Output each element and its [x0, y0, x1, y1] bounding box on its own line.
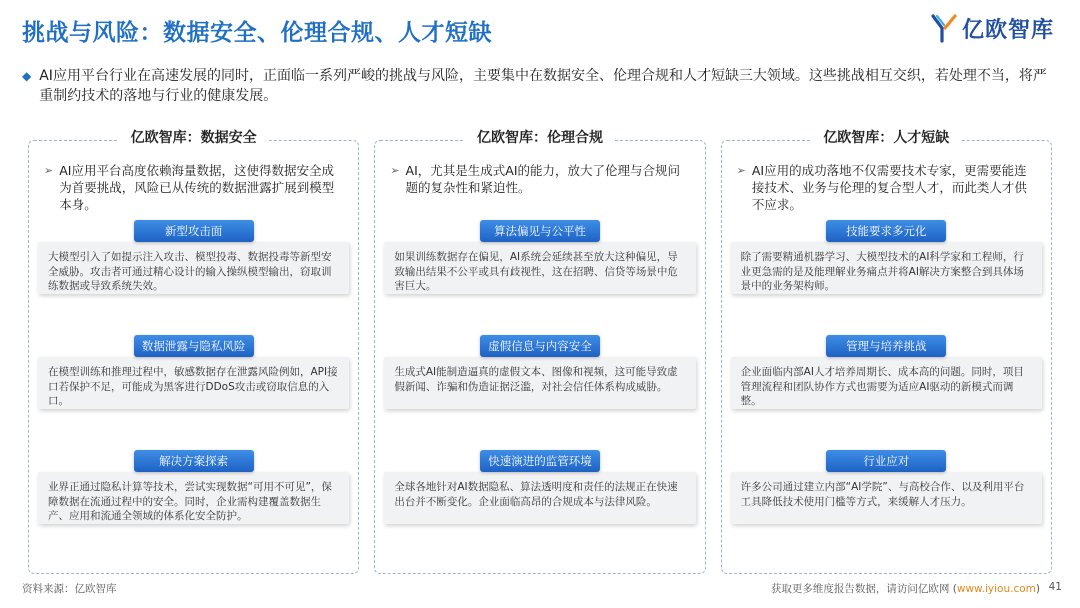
column-talent-shortage: [721, 124, 1052, 574]
section-skill-diversification: [731, 220, 1042, 332]
logo-mark-icon: [930, 12, 958, 44]
section-regulatory-environment: [384, 450, 695, 562]
section-label: 解决方案探索: [134, 450, 254, 472]
section-text: 除了需要精通机器学习、大模型技术的AI科学家和工程师，行业更急需的是及能理解业务痛点并将AI解决方案整合到具体场景中的业务架构师。: [731, 242, 1042, 294]
footer-more-info: [771, 581, 1040, 596]
section-text: 全球各地针对AI数据隐私、算法透明度和责任的法规正在快速出台并不断变化。企业面临高昂的合规成本与法律风险。: [384, 472, 695, 524]
section-label: 新型攻击面: [134, 220, 254, 242]
section-industry-response: [731, 450, 1042, 562]
arrow-right-icon: ➢: [390, 164, 400, 177]
section-text: 企业面临内部AI人才培养周期长、成本高的问题。同时，项目管理流程和团队协作方式也需要为适应AI驱动的新模式而调整。: [731, 357, 1042, 409]
section-management-training: [731, 335, 1042, 447]
section-misinformation: [384, 335, 695, 447]
page-title: 挑战与风险：数据安全、伦理合规、人才短缺: [22, 20, 492, 46]
section-text: 大模型引入了如提示注入攻击、模型投毒、数据投毒等新型安全威胁。攻击者可通过精心设计的输入操纵模型输出，窃取训练数据或导致系统失效。: [38, 242, 349, 294]
section-data-leak-privacy: [38, 335, 349, 447]
section-label: 技能要求多元化: [826, 220, 946, 242]
section-label: 算法偏见与公平性: [480, 220, 600, 242]
section-text: 业界正通过隐私计算等技术，尝试实现数据“可用不可见”，保障数据在流通过程中的安全。同时，企业需构建覆盖数据生产、应用和流通全领域的体系化安全防护。: [38, 472, 349, 524]
section-algorithm-bias: [384, 220, 695, 332]
intro-paragraph: [22, 66, 1058, 106]
arrow-right-icon: ➢: [44, 164, 54, 177]
section-text: 在模型训练和推理过程中，敏感数据存在泄露风险例如，API接口若保护不足，可能成为黑客进行DDoS攻击或窃取信息的入口。: [38, 357, 349, 409]
section-label: 虚假信息与内容安全: [480, 335, 600, 357]
section-label: 数据泄露与隐私风险: [134, 335, 254, 357]
column-intro: [44, 162, 345, 213]
diamond-icon: ◆: [22, 69, 32, 83]
section-text: 许多公司通过建立内部“AI学院”、与高校合作、以及利用平台工具降低技术使用门槛等方式，来缓解人才压力。: [731, 472, 1042, 524]
logo: [930, 12, 1054, 44]
column-title: 亿欧智库：数据安全: [119, 127, 269, 147]
section-solution-exploration: [38, 450, 349, 562]
arrow-right-icon: ➢: [736, 164, 746, 177]
footer-more-text-end: ): [1035, 583, 1040, 595]
intro-text: AI应用平台行业在高速发展的同时，正面临一系列严峻的挑战与风险，主要集中在数据安全、伦理合规和人才短缺三大领域。这些挑战相互交织，若处理不当，将严重制约技术的落地与行业的健康发展。: [39, 68, 1047, 104]
logo-text: 亿欧智库: [961, 17, 1054, 43]
section-new-attack-surface: [38, 220, 349, 332]
column-title: 亿欧智库：伦理合规: [465, 127, 615, 147]
column-data-security: [28, 124, 359, 574]
column-intro: [390, 162, 691, 196]
section-text: 如果训练数据存在偏见，AI系统会延续甚至放大这种偏见，导致输出结果不公平或具有歧视性，这在招聘、信贷等场景中危害巨大。: [384, 242, 695, 294]
columns-container: [28, 124, 1052, 574]
section-label: 快速演进的监管环境: [480, 450, 600, 472]
column-intro-text: AI，尤其是生成式AI的能力，放大了伦理与合规问题的复杂性和紧迫性。: [405, 163, 681, 195]
page-number: 41: [1048, 581, 1062, 593]
footer-more-text: 获取更多维度报告数据，请访问亿欧网 (: [770, 583, 957, 595]
column-intro: [737, 162, 1038, 213]
section-text: 生成式AI能制造逼真的虚假文本、图像和视频，这可能导致虚假新闻、诈骗和伪造证据泛滥，对社会信任体系构成威胁。: [384, 357, 695, 409]
column-title: 亿欧智库：人才短缺: [811, 127, 961, 147]
section-label: 管理与培养挑战: [826, 335, 946, 357]
column-ethics-compliance: [374, 124, 705, 574]
section-label: 行业应对: [826, 450, 946, 472]
column-intro-text: AI应用的成功落地不仅需要技术专家，更需要能连接技术、业务与伦理的复合型人才，而此类人才供不应求。: [751, 163, 1027, 212]
footer-source: 资料来源：亿欧智库: [22, 583, 117, 595]
column-intro-text: AI应用平台高度依赖海量数据，这使得数据安全成为首要挑战，风险已从传统的数据泄露扩展到模型本身。: [59, 163, 335, 212]
footer-website-link[interactable]: www.iyiou.com: [956, 583, 1036, 595]
